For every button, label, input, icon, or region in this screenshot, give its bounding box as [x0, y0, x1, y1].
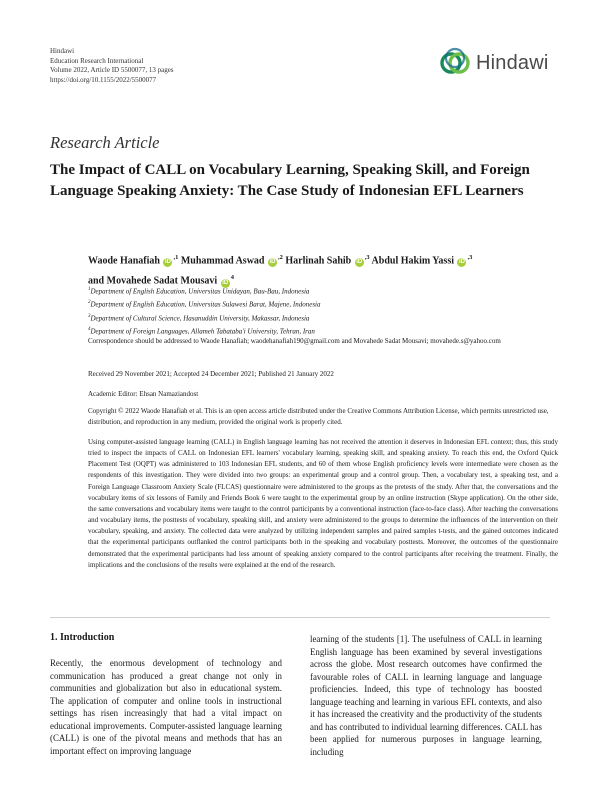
section-divider	[50, 617, 550, 618]
academic-editor: Academic Editor: Ehsan Namaziandost	[88, 390, 199, 398]
volume-info: Volume 2022, Article ID 5500077, 13 pages	[50, 66, 174, 74]
author-connector: and	[88, 275, 107, 287]
journal-header	[50, 47, 174, 85]
publisher-name: Hindawi	[50, 47, 75, 55]
correspondence: Correspondence should be addressed to Waode Hanafiah; waodehanafiah190@gmail.com and Movahede Sadat Mousavi; movahede.s@yahoo.com	[88, 337, 501, 345]
journal-name: Education Research International	[50, 56, 144, 65]
author-name: Abdul Hakim Yassi	[371, 255, 454, 267]
author-name: Waode Hanafiah	[88, 255, 160, 267]
article-type: Research Article	[50, 133, 160, 152]
affiliation: $^4$Department of Foreign Languages, Allameh Tabataba'i University, Tehran, Iran	[88, 326, 315, 336]
author-affiliation-mark: 1	[175, 254, 179, 261]
author-name: Harlinah Sahib	[285, 255, 352, 267]
affiliation: $^3$Department of Cultural Science, Hasanuddin University, Makassar, Indonesia	[88, 313, 310, 322]
hindawi-logo	[438, 46, 549, 80]
author-name: Movahede Sadat Mousavi	[106, 275, 218, 287]
hindawi-wordmark: Hindawi	[476, 51, 549, 74]
abstract: Using computer-assisted language learning (CALL) in English language learning has not received the attention it deserves in Indonesian EFL context; thus, this study tried to inspect the impacts of CALL on Indonesian EFL learners' vocabulary learning, speaking skill, and speaking anxiety. To reach this end, the Oxford Quick Placement Test (OQPT) was administered to 103 Indonesian EFL students, and 60 of them whose English proficiency levels were intermediate were chosen as the respondents of this investigation. They were divided into two groups: an experimental group and a control group. Then, a vocabulary test, a speaking test, and a Foreign Language Classroom Anxiety Scale (FLCAS) questionnaire were administered to the groups as the pretests of the study. After that, the conversations and the vocabulary items of six lessons of Family and Friends Book 6 were taught to the experimental group by an online instruction (Skype application). On the other side, the same conversations and vocabulary items were taught to the control participants by a conventional instruction (face-to-face class). After teaching the conversations and vocabulary items, the posttests of vocabulary, speaking skill, and anxiety were administered to the groups to determine the influences of the intervention on their vocabulary, speaking, and anxiety. The collected data were analyzed by utilizing independent samples and paired samples t-tests, and the gained outcomes indicated that the experimental participants outflanked the control participants both in the speaking and vocabulary posttests. Moreover, the outcomes of the questionnaire demonstrated that the experimental participants had less amount of speaking anxiety compared to the control participants after receiving the treatment. Finally, the implications and the conclusions of the results were explained at the end of the research.	[88, 438, 558, 569]
orcid-icon[interactable]: iD	[222, 279, 229, 286]
affiliation-list	[88, 284, 321, 337]
article-title: The Impact of CALL on Vocabulary Learning, Speaking Skill, and Foreign Language Speaking Anxiety: The Case Study of Indonesian EFL Learners	[50, 162, 530, 199]
affiliation: $^1$Department of English Education, Universitas Unidayan, Bau-Bau, Indonesia	[88, 287, 310, 296]
affiliation: $^2$Department of English Education, Universitas Sulawesi Barat, Majene, Indonesia	[88, 300, 321, 309]
copyright-notice: Copyright © 2022 Waode Hanafiah et al. This is an open access article distributed under the Creative Commons Attribution License, which permits unrestricted use, distribution, and reproduction in any medium, provided the original work is properly cited.	[88, 407, 549, 426]
hindawi-rings-icon	[438, 46, 472, 80]
body-column-left: Recently, the enormous development of technology and communication has produced a great change not only in communities and globalization but also in educational system. The application of computer and online tools in instructional settings has risen increasingly that had a vital impact on educational improvements. Computer-assisted language learning (CALL) is one of the pivotal means and methods that has an important effect on improving language	[50, 658, 282, 756]
article-dates: Received 29 November 2021; Accepted 24 December 2021; Published 21 January 2022	[88, 370, 334, 378]
author-affiliation-mark: 4	[230, 274, 234, 282]
author-affiliation-mark: 2	[279, 254, 283, 261]
author-list: Waode Hanafiah $iD^{,1}$ Muhammad Aswad $iD^{,2}$ Harlinah Sahib $iD^{,3}$ Abdul Hakim Yassi $iD^{,3}$ and Movahede Sadat Mousavi $iD^4$	[88, 254, 473, 287]
author-name: Muhammad Aswad	[180, 255, 265, 267]
orcid-icon[interactable]: iD	[356, 259, 363, 266]
section-heading: 1. Introduction	[50, 632, 115, 643]
orcid-icon[interactable]: iD	[458, 259, 465, 266]
orcid-icon[interactable]: iD	[269, 259, 276, 266]
author-affiliation-mark: 3	[469, 254, 473, 261]
doi-link[interactable]: https://doi.org/10.1155/2022/5500077	[50, 75, 157, 84]
body-column-right: learning of the students [1]. The usefulness of CALL in learning English language has been examined by several investigations across the globe. Most research outcomes have confirmed the favourable roles of CALL in learning language and language proficiencies. Indeed, this type of technology has boosted language teaching and learning in various EFL contexts, and also it has increased the creativity and the productivity of the students and has contributed to individual learning differences. CALL has been applied for numerous purposes in language learning, including	[310, 634, 542, 757]
author-affiliation-mark: 3	[366, 254, 370, 261]
orcid-icon[interactable]: iD	[164, 259, 171, 266]
